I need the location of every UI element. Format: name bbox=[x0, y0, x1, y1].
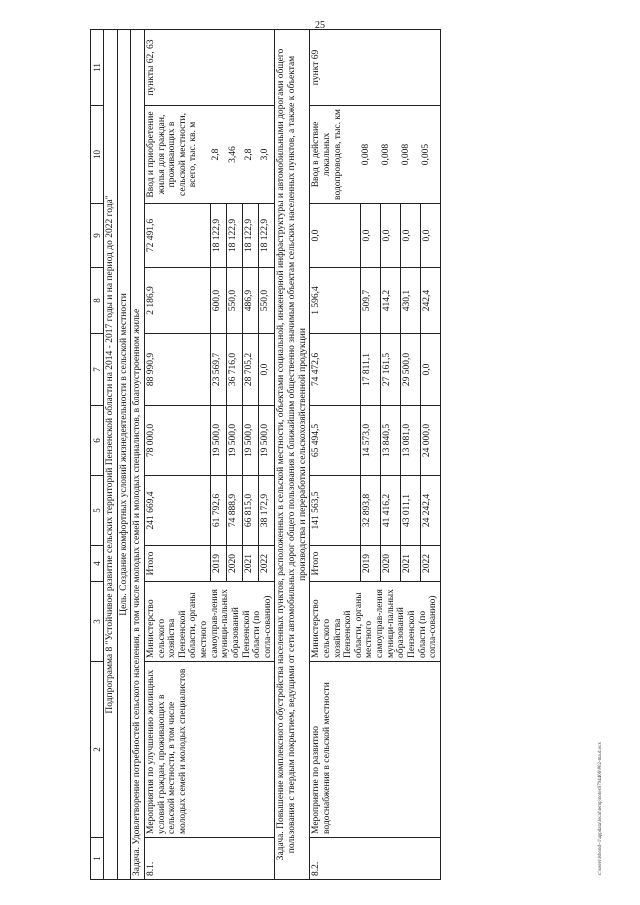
value-cell-c9: 0,0 bbox=[380, 204, 400, 268]
value-cell-c9: 0,0 bbox=[420, 204, 440, 268]
row-executor: Министерство сельского хозяйства Пензенской области, органы местного самоуправ-ления муници-пальных образований Пензенской области (по согла-сованию) bbox=[144, 582, 275, 662]
value-cell-c7: 23 569,7 bbox=[210, 334, 226, 406]
value-cell-c8: 242,4 bbox=[420, 268, 440, 334]
indicator-cell: Ввод и приобретение жилья для граждан, проживающих в сельской местности, всего, тыс. кв. м bbox=[144, 106, 210, 204]
indicator-value: 2,8 bbox=[243, 106, 259, 204]
col-number-3: 3 bbox=[91, 582, 104, 662]
year-cell: 2019 bbox=[210, 546, 226, 582]
value-cell-c8: 550,0 bbox=[227, 268, 243, 334]
col-number-7: 7 bbox=[91, 334, 104, 406]
value-cell-c8: 600,0 bbox=[210, 268, 226, 334]
link-cell: пункт 69 bbox=[310, 30, 441, 106]
indicator-value: 3,46 bbox=[227, 106, 243, 204]
task1-text: Задача. Удовлетворение потребностей сельского населения, в том числе молодых семей и молодых специалистов, в благоустроенном жилье bbox=[131, 30, 145, 880]
value-cell-c7: 88 990,9 bbox=[144, 334, 210, 406]
value-cell-c6: 65 494,5 bbox=[310, 406, 360, 476]
col-number-8: 8 bbox=[91, 268, 104, 334]
program-table bbox=[90, 29, 441, 880]
table-row bbox=[310, 30, 360, 880]
value-cell-c6: 19 500,0 bbox=[210, 406, 226, 476]
indicator-value: 3,0 bbox=[259, 106, 275, 204]
year-cell: 2019 bbox=[360, 546, 380, 582]
value-cell-c6: 19 500,0 bbox=[243, 406, 259, 476]
value-cell-c5: 141 563,5 bbox=[310, 476, 360, 546]
value-cell-c8: 486,9 bbox=[243, 268, 259, 334]
indicator-value: 0,008 bbox=[400, 106, 420, 204]
col-number-9: 9 bbox=[91, 204, 104, 268]
col-number-5: 5 bbox=[91, 476, 104, 546]
value-cell-c9: 18 122,9 bbox=[210, 204, 226, 268]
value-cell-c5: 66 815,0 bbox=[243, 476, 259, 546]
col-number-2: 2 bbox=[91, 662, 104, 838]
year-cell: 2022 bbox=[259, 546, 275, 582]
value-cell-c5: 74 888,9 bbox=[227, 476, 243, 546]
value-cell-c6: 13 840,5 bbox=[380, 406, 400, 476]
col-number-6: 6 bbox=[91, 406, 104, 476]
value-cell-c5: 32 893,8 bbox=[360, 476, 380, 546]
value-cell-c5: 38 172,9 bbox=[259, 476, 275, 546]
value-cell-c5: 43 011,1 bbox=[400, 476, 420, 546]
value-cell-c6: 24 000,0 bbox=[420, 406, 440, 476]
row-name: Мероприятия по улучшению жилищных условий граждан, проживающих в сельской местности, в том числе молодых семей и молодых специалистов bbox=[144, 662, 275, 838]
rotated-table-container bbox=[90, 30, 610, 880]
indicator-cell: Ввод в действие локальных водопроводов, тыс. км bbox=[310, 106, 360, 204]
value-cell-c6: 78 000,0 bbox=[144, 406, 210, 476]
col-number-4: 4 bbox=[91, 546, 104, 582]
value-cell-c9: 0,0 bbox=[360, 204, 380, 268]
table-row bbox=[144, 30, 210, 880]
indicator-value: 0,008 bbox=[360, 106, 380, 204]
task2-row bbox=[275, 30, 310, 880]
file-path: c:\users\lsbond~1\appdata\local\temp\notes9794406\#02-ma.d.ocx bbox=[598, 742, 603, 875]
task1-row bbox=[131, 30, 145, 880]
value-cell-c7: 27 161,5 bbox=[380, 334, 400, 406]
value-cell-c6: 19 500,0 bbox=[227, 406, 243, 476]
goal-row bbox=[117, 30, 131, 880]
value-cell-c5: 241 669,4 bbox=[144, 476, 210, 546]
value-cell-c8: 414,2 bbox=[380, 268, 400, 334]
column-number-row bbox=[91, 30, 104, 880]
value-cell-c9: 72 491,6 bbox=[144, 204, 210, 268]
page-number: 25 bbox=[315, 20, 325, 31]
value-cell-c7: 17 811,1 bbox=[360, 334, 380, 406]
indicator-value: 0,008 bbox=[380, 106, 400, 204]
subprogram-row bbox=[104, 30, 118, 880]
row-executor: Министерство сельского хозяйства Пензенской области, органы местного самоуправ-ления муници-пальных образований Пензенской области (по согла-сованию) bbox=[310, 582, 441, 662]
value-cell-c8: 1 596,4 bbox=[310, 268, 360, 334]
value-cell-c6: 19 500,0 bbox=[259, 406, 275, 476]
row-name: Мероприятие по развитию водоснабжения в сельской местности bbox=[310, 662, 441, 838]
year-cell: 2020 bbox=[227, 546, 243, 582]
value-cell-c9: 18 122,9 bbox=[259, 204, 275, 268]
value-cell-c8: 550,0 bbox=[259, 268, 275, 334]
value-cell-c7: 0,0 bbox=[420, 334, 440, 406]
subprogram-title: Подпрограмма 8 "Устойчивое развитие сельских территорий Пензенской области на 2014 - 2017 годы и на период до 2022 года" bbox=[104, 30, 118, 880]
value-cell-c5: 61 792,6 bbox=[210, 476, 226, 546]
task2-text: Задача. Повышение комплексного обустройства населенных пунктов, расположенных в сельской местности, объектами социальной, инженерной инфраструктуры и автомобильными дорогами общего пользования с твердым покрытием, ведущими от сети автомобильных дорог общего пользования к ближайшим общественно значимым объектам сельских населенных пунктов, а также к объектам производства и переработки сельскохозяйственной продукции bbox=[275, 30, 310, 880]
goal-text: Цель. Создание комфортных условий жизнедеятельности в сельской местности bbox=[117, 30, 131, 880]
value-cell-c8: 509,7 bbox=[360, 268, 380, 334]
value-cell-c7: 0,0 bbox=[259, 334, 275, 406]
value-cell-c7: 28 705,2 bbox=[243, 334, 259, 406]
value-cell-c7: 74 472,6 bbox=[310, 334, 360, 406]
year-cell: Итого bbox=[310, 546, 360, 582]
col-number-1: 1 bbox=[91, 838, 104, 880]
value-cell-c7: 36 716,0 bbox=[227, 334, 243, 406]
value-cell-c9: 18 122,9 bbox=[227, 204, 243, 268]
col-number-11: 11 bbox=[91, 30, 104, 106]
row-num: 8.2. bbox=[310, 838, 441, 880]
value-cell-c9: 18 122,9 bbox=[243, 204, 259, 268]
value-cell-c5: 41 416,2 bbox=[380, 476, 400, 546]
value-cell-c8: 430,1 bbox=[400, 268, 420, 334]
row-num: 8.1. bbox=[144, 838, 275, 880]
value-cell-c9: 0,0 bbox=[400, 204, 420, 268]
col-number-10: 10 bbox=[91, 106, 104, 204]
value-cell-c8: 2 186,9 bbox=[144, 268, 210, 334]
year-cell: Итого bbox=[144, 546, 210, 582]
value-cell-c5: 24 242,4 bbox=[420, 476, 440, 546]
year-cell: 2022 bbox=[420, 546, 440, 582]
year-cell: 2021 bbox=[243, 546, 259, 582]
indicator-value: 2,8 bbox=[210, 106, 226, 204]
link-cell: пункты 62, 63 bbox=[144, 30, 275, 106]
value-cell-c9: 0,0 bbox=[310, 204, 360, 268]
value-cell-c6: 14 573,0 bbox=[360, 406, 380, 476]
value-cell-c7: 29 500,0 bbox=[400, 334, 420, 406]
value-cell-c6: 13 081,0 bbox=[400, 406, 420, 476]
indicator-value: 0,005 bbox=[420, 106, 440, 204]
year-cell: 2020 bbox=[380, 546, 400, 582]
year-cell: 2021 bbox=[400, 546, 420, 582]
